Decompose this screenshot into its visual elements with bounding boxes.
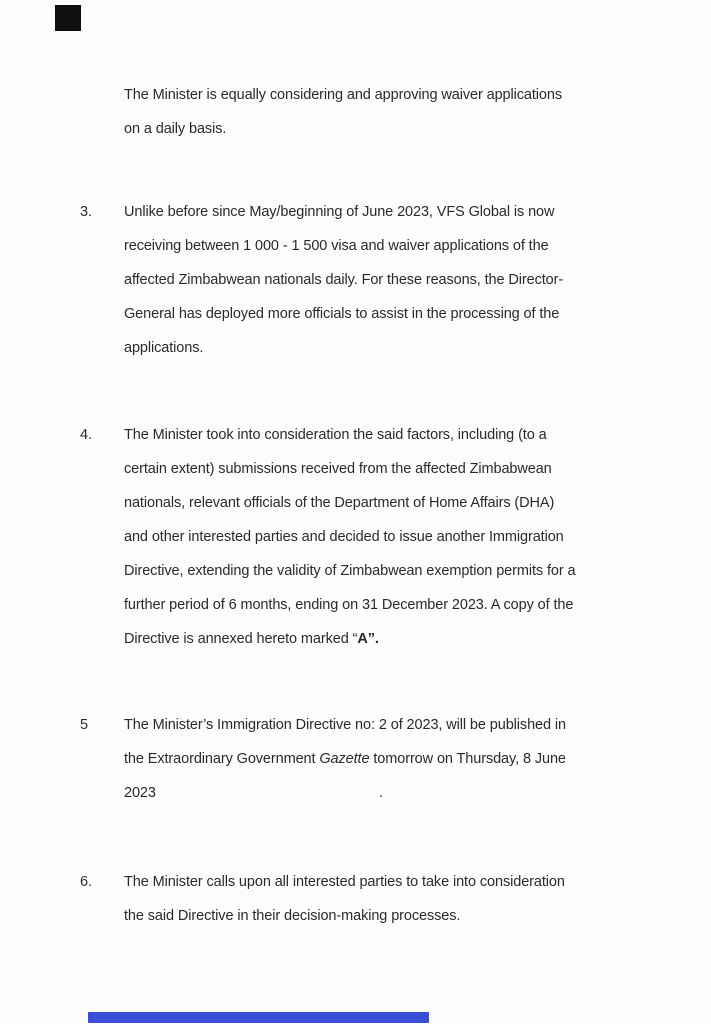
text-line (124, 486, 711, 520)
text-line (124, 452, 711, 486)
paragraph (0, 418, 711, 656)
paragraph (0, 195, 711, 365)
paragraph-number: 3. (80, 204, 92, 220)
paragraph (0, 708, 711, 810)
text-segment: tomorrow on Thursday, 8 June (369, 751, 566, 767)
text-segment: the said Directive in their decision-making processes. (124, 908, 461, 924)
text-segment: applications. (124, 340, 204, 356)
text-line (124, 520, 711, 554)
text-segment: Directive is annexed hereto marked “ (124, 631, 358, 647)
text-segment: General has deployed more officials to assist in the processing of the (124, 306, 560, 322)
text-segment: Directive, extending the validity of Zimbabwean exemption permits for a (124, 563, 576, 579)
text-segment: and other interested parties and decided to issue another Immigration (124, 529, 564, 545)
text-segment: The Minister’s Immigration Directive no: 2 of 2023, will be published in (124, 717, 566, 733)
text-line (124, 708, 711, 742)
text-segment: Gazette (319, 751, 370, 767)
text-segment: further period of 6 months, ending on 31 December 2023. A copy of the (124, 597, 574, 613)
text-line (124, 78, 711, 112)
text-line (124, 229, 711, 263)
text-line (124, 588, 711, 622)
black-corner-mark (55, 5, 81, 31)
text-segment: The Minister is equally considering and approving waiver applications (124, 87, 563, 103)
text-segment: A”. (357, 631, 379, 647)
text-segment: affected Zimbabwean nationals daily. For these reasons, the Director- (124, 272, 564, 288)
text-segment: The Minister took into consideration the said factors, including (to a (124, 427, 547, 443)
paragraph-lines (124, 418, 711, 656)
text-line (124, 899, 711, 933)
text-line (124, 263, 711, 297)
paragraph (0, 865, 711, 933)
text-segment: The Minister calls upon all interested parties to take into consideration (124, 874, 565, 890)
text-segment: receiving between 1 000 - 1 500 visa and waiver applications of the (124, 238, 549, 254)
text-segment: the Extraordinary Government (124, 751, 320, 767)
text-line (124, 776, 711, 810)
text-segment: on a daily basis. (124, 121, 227, 137)
text-segment: Unlike before since May/beginning of June 2023, VFS Global is now (124, 204, 555, 220)
paragraph-number: 4. (80, 427, 92, 443)
text-line (124, 297, 711, 331)
text-line (124, 195, 711, 229)
text-line (124, 622, 711, 656)
text-segment: nationals, relevant officials of the Department of Home Affairs (DHA) (124, 495, 555, 511)
stray-period: . (379, 785, 384, 801)
text-line (124, 331, 711, 365)
paragraph-lines (124, 865, 711, 933)
blue-progress-bar (88, 1012, 429, 1023)
text-line (124, 112, 711, 146)
text-line (124, 418, 711, 452)
text-segment: certain extent) submissions received from the affected Zimbabwean (124, 461, 552, 477)
text-line (124, 554, 711, 588)
text-segment: 2023 (124, 785, 156, 801)
paragraph-lines (124, 708, 711, 810)
paragraph (0, 78, 711, 146)
paragraph-number: 6. (80, 874, 92, 890)
paragraph-lines (124, 195, 711, 365)
paragraph-number: 5 (80, 717, 88, 733)
text-line (124, 742, 711, 776)
text-line (124, 865, 711, 899)
paragraph-lines (124, 78, 711, 146)
